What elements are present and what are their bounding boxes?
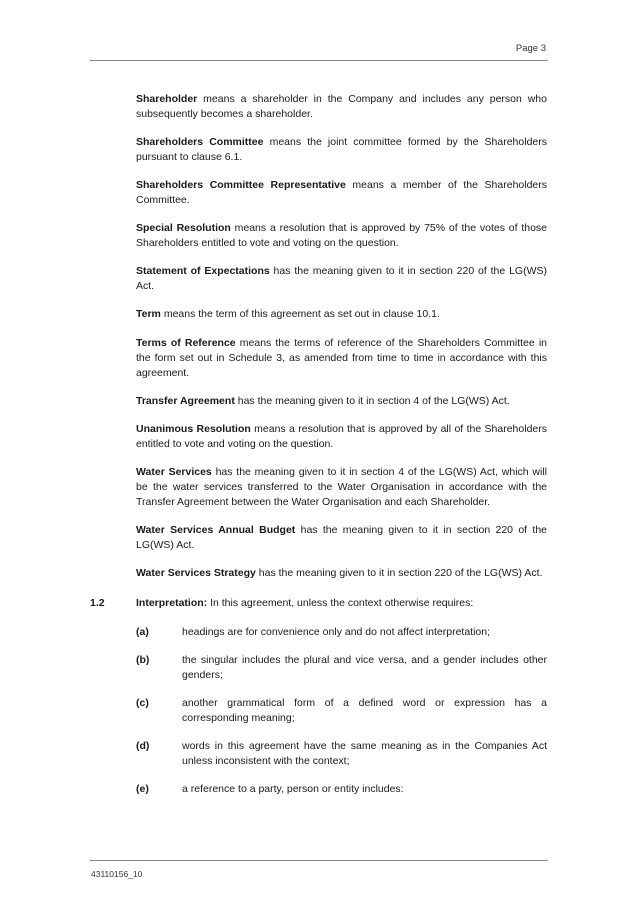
definition-special-resolution — [136, 221, 547, 251]
definition-transfer-agreement — [136, 394, 547, 409]
definition-text: has the meaning given to it in section 220 of the LG(WS) Act. — [136, 265, 547, 292]
definition-term: Terms of Reference — [136, 337, 236, 349]
item-text: the singular includes the plural and vice versa, and a gender includes other genders; — [182, 654, 547, 681]
item-text: headings are for convenience only and do not affect interpretation; — [182, 626, 491, 638]
definition-term: Statement of Expectations — [136, 265, 270, 277]
definition-shareholders-committee-representative — [136, 178, 547, 208]
definition-shareholders-committee — [136, 135, 547, 165]
definition-term: Shareholders Committee — [136, 136, 264, 148]
definition-text: means the terms of reference of the Shareholders Committee in the form set out in Schedule 3, as amended from time to time in accordance with this agreement. — [136, 337, 547, 379]
definition-text: means the joint committee formed by the Shareholders pursuant to clause 6.1. — [136, 136, 547, 163]
definition-text: has the meaning given to it in section 4 of the LG(WS) Act, which will be the water services transferred to the Water Organisation in accordance with the Transfer Agreement between the Water Organisation and each Shareholder. — [136, 466, 547, 508]
definition-term: Water Services Annual Budget — [136, 524, 296, 536]
clause-interpretation — [136, 596, 547, 611]
definition-water-services-annual-budget — [136, 523, 547, 553]
document-reference: 43110156_10 — [91, 869, 143, 879]
definition-term: Water Services Strategy — [136, 567, 256, 579]
definition-term: Shareholders Committee Representative — [136, 179, 346, 191]
clause-heading: Interpretation: — [136, 597, 208, 609]
item-text: a reference to a party, person or entity includes: — [182, 783, 404, 795]
definition-text: means a resolution that is approved by 75% of the votes of those Shareholders entitled to vote and voting on the question. — [136, 222, 548, 249]
definition-unanimous-resolution — [136, 422, 547, 452]
item-label: (b) — [136, 654, 150, 666]
item-label: (e) — [136, 783, 149, 795]
definition-term: Shareholder — [136, 93, 198, 105]
definition-text: means the term of this agreement as set out in clause 10.1. — [160, 308, 440, 320]
clause-text: In this agreement, unless the context otherwise requires: — [207, 597, 474, 609]
definition-term: Term — [136, 308, 161, 320]
definition-water-services-strategy — [136, 566, 547, 581]
definition-text: has the meaning given to it in section 4 of the LG(WS) Act. — [234, 395, 510, 407]
definition-term: Unanimous Resolution — [136, 423, 251, 435]
item-label: (c) — [136, 697, 149, 709]
definition-text: means a member of the Shareholders Committee. — [136, 179, 548, 206]
item-label: (d) — [136, 740, 150, 752]
definition-term — [136, 307, 547, 322]
item-label: (a) — [136, 626, 149, 638]
definition-term: Special Resolution — [136, 222, 231, 234]
definition-text: means a resolution that is approved by all of the Shareholders entitled to vote and voting on the question. — [136, 423, 547, 450]
definition-shareholder — [136, 92, 547, 122]
definition-statement-of-expectations — [136, 264, 547, 294]
item-text: another grammatical form of a defined word or expression has a corresponding meaning; — [182, 697, 547, 724]
definition-text: has the meaning given to it in section 220 of the LG(WS) Act. — [136, 524, 547, 551]
header-rule — [90, 60, 548, 61]
definition-text: has the meaning given to it in section 220 of the LG(WS) Act. — [255, 567, 543, 579]
definition-text: means a shareholder in the Company and includes any person who subsequently becomes a shareholder. — [136, 93, 547, 120]
definition-term: Water Services — [136, 466, 212, 478]
footer-rule — [90, 860, 548, 861]
page-number: Page 3 — [515, 43, 546, 54]
definition-water-services — [136, 465, 547, 510]
definition-terms-of-reference — [136, 336, 547, 381]
clause-number: 1.2 — [90, 597, 105, 609]
definition-term: Transfer Agreement — [136, 395, 235, 407]
item-text: words in this agreement have the same meaning as in the Companies Act unless inconsistent with the context; — [182, 740, 547, 767]
